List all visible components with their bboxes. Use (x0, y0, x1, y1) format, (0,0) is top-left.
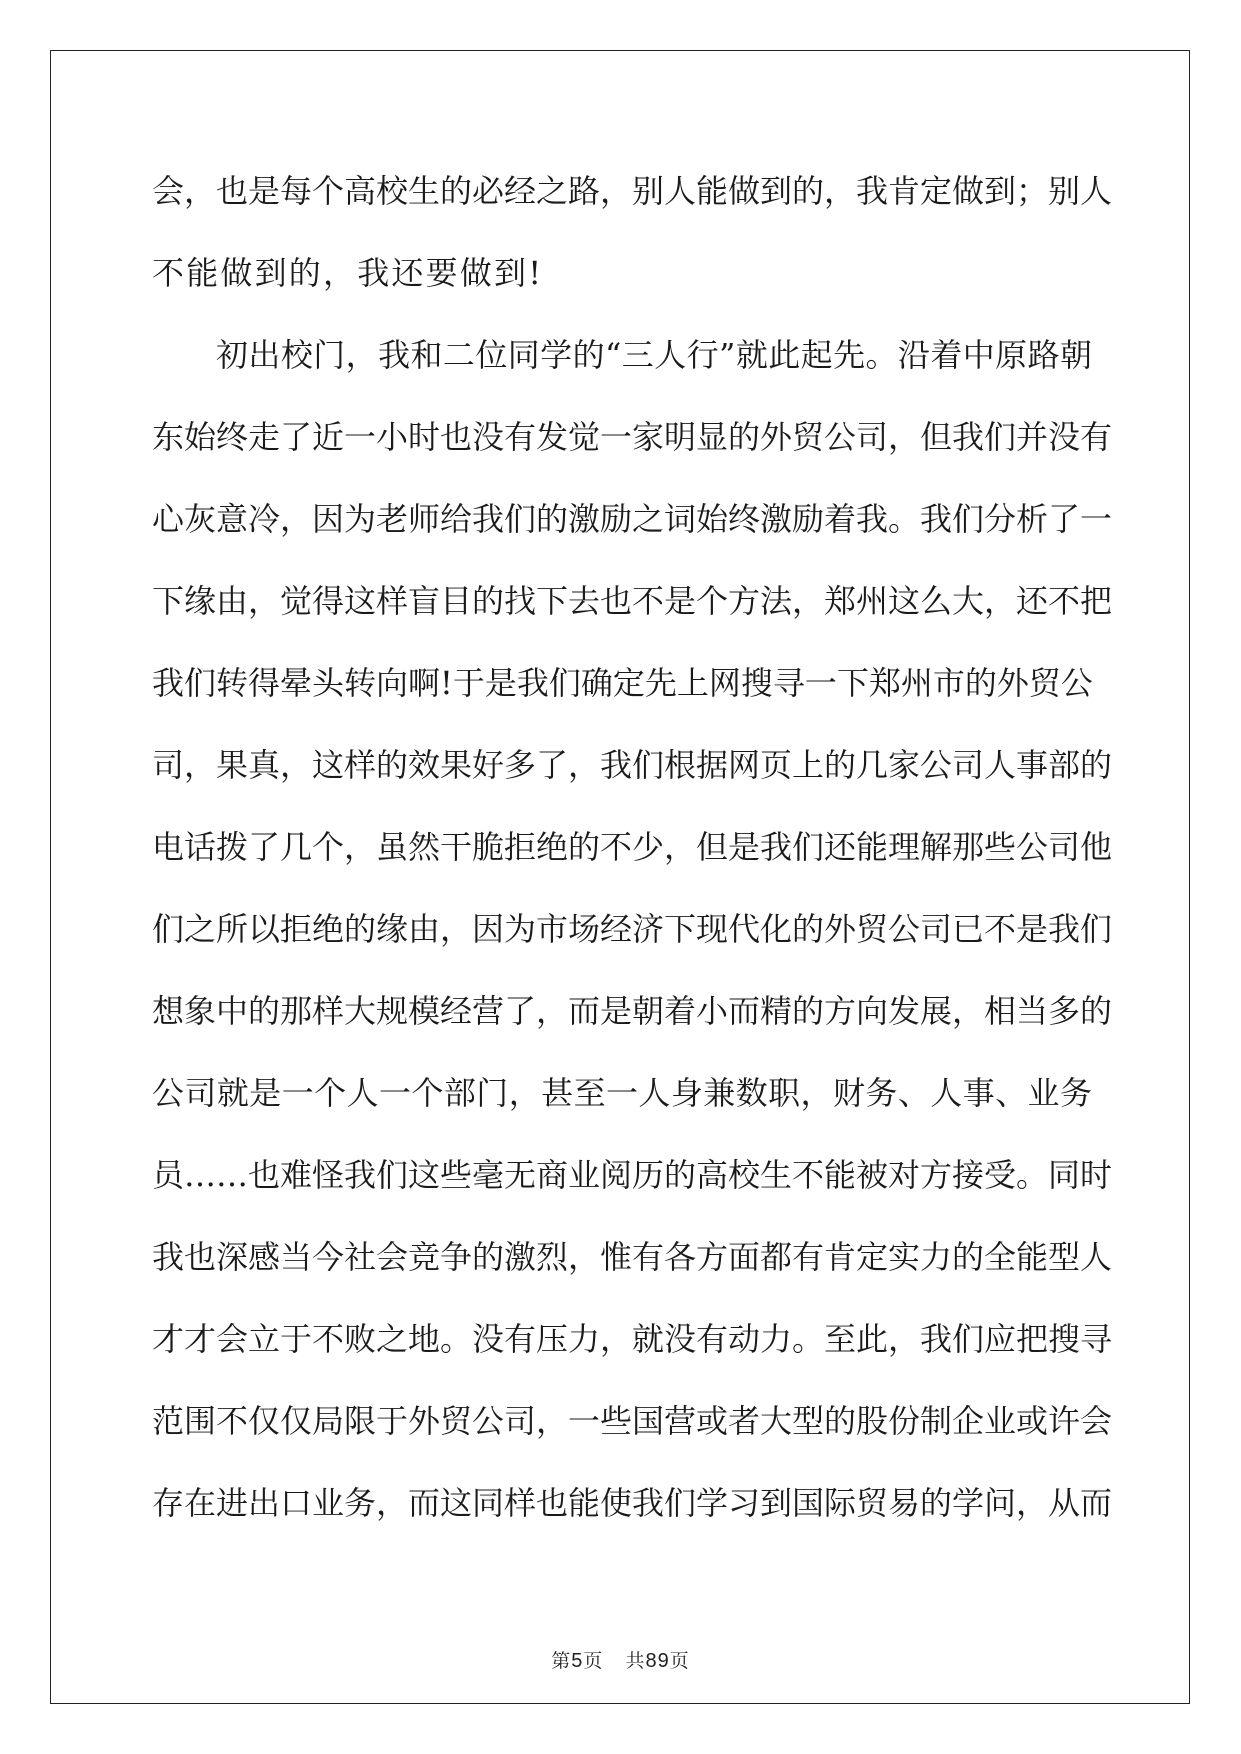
body-text (152, 160, 1113, 1554)
text-line: 心灰意冷，因为老师给我们的激励之词始终激励着我。我们分析了一 (152, 500, 1113, 538)
page-number: 5 (571, 1650, 584, 1672)
text-line: 存在进出口业务，而这同样也能使我们学习到国际贸易的学问，从而 (152, 1484, 1113, 1522)
text-line: 我们转得晕头转向啊!于是我们确定先上网搜寻一下郑州市的外贸公 (152, 664, 1093, 702)
text-line: 司，果真，这样的效果好多了，我们根据网页上的几家公司人事部的 (152, 746, 1113, 784)
text-line: 初出校门，我和二位同学的“三人行”就此起先。沿着中原路朝 (216, 336, 1092, 374)
page-suffix: 页 (583, 1650, 604, 1672)
text-line: 员……也难怪我们这些毫无商业阅历的高校生不能被对方接受。同时 (152, 1156, 1113, 1194)
text-line: 会，也是每个高校生的必经之路，别人能做到的，我肯定做到；别人 (152, 172, 1113, 210)
total-prefix: 共 (625, 1650, 646, 1672)
page-footer (0, 1646, 1241, 1673)
total-suffix: 页 (669, 1650, 690, 1672)
page-prefix: 第 (551, 1650, 572, 1672)
text-line: 才才会立于不败之地。没有压力，就没有动力。至此，我们应把搜寻 (152, 1320, 1113, 1358)
text-line: 我也深感当今社会竞争的激烈，惟有各方面都有肯定实力的全能型人 (152, 1238, 1113, 1276)
text-line: 下缘由，觉得这样盲目的找下去也不是个方法，郑州这么大，还不把 (152, 582, 1113, 620)
text-line: 东始终走了近一小时也没有发觉一家明显的外贸公司，但我们并没有 (152, 418, 1113, 456)
text-line: 公司就是一个人一个部门，甚至一人身兼数职，财务、人事、业务 (152, 1074, 1092, 1112)
text-line: 想象中的那样大规模经营了，而是朝着小而精的方向发展，相当多的 (152, 992, 1113, 1030)
text-line: 范围不仅仅局限于外贸公司，一些国营或者大型的股份制企业或许会 (152, 1402, 1113, 1440)
text-line: 们之所以拒绝的缘由，因为市场经济下现代化的外贸公司已不是我们 (152, 910, 1113, 948)
total-pages: 89 (645, 1650, 670, 1672)
text-line: 电话拨了几个，虽然干脆拒绝的不少，但是我们还能理解那些公司他 (152, 828, 1113, 866)
text-line: 不能做到的，我还要做到! (152, 254, 544, 292)
